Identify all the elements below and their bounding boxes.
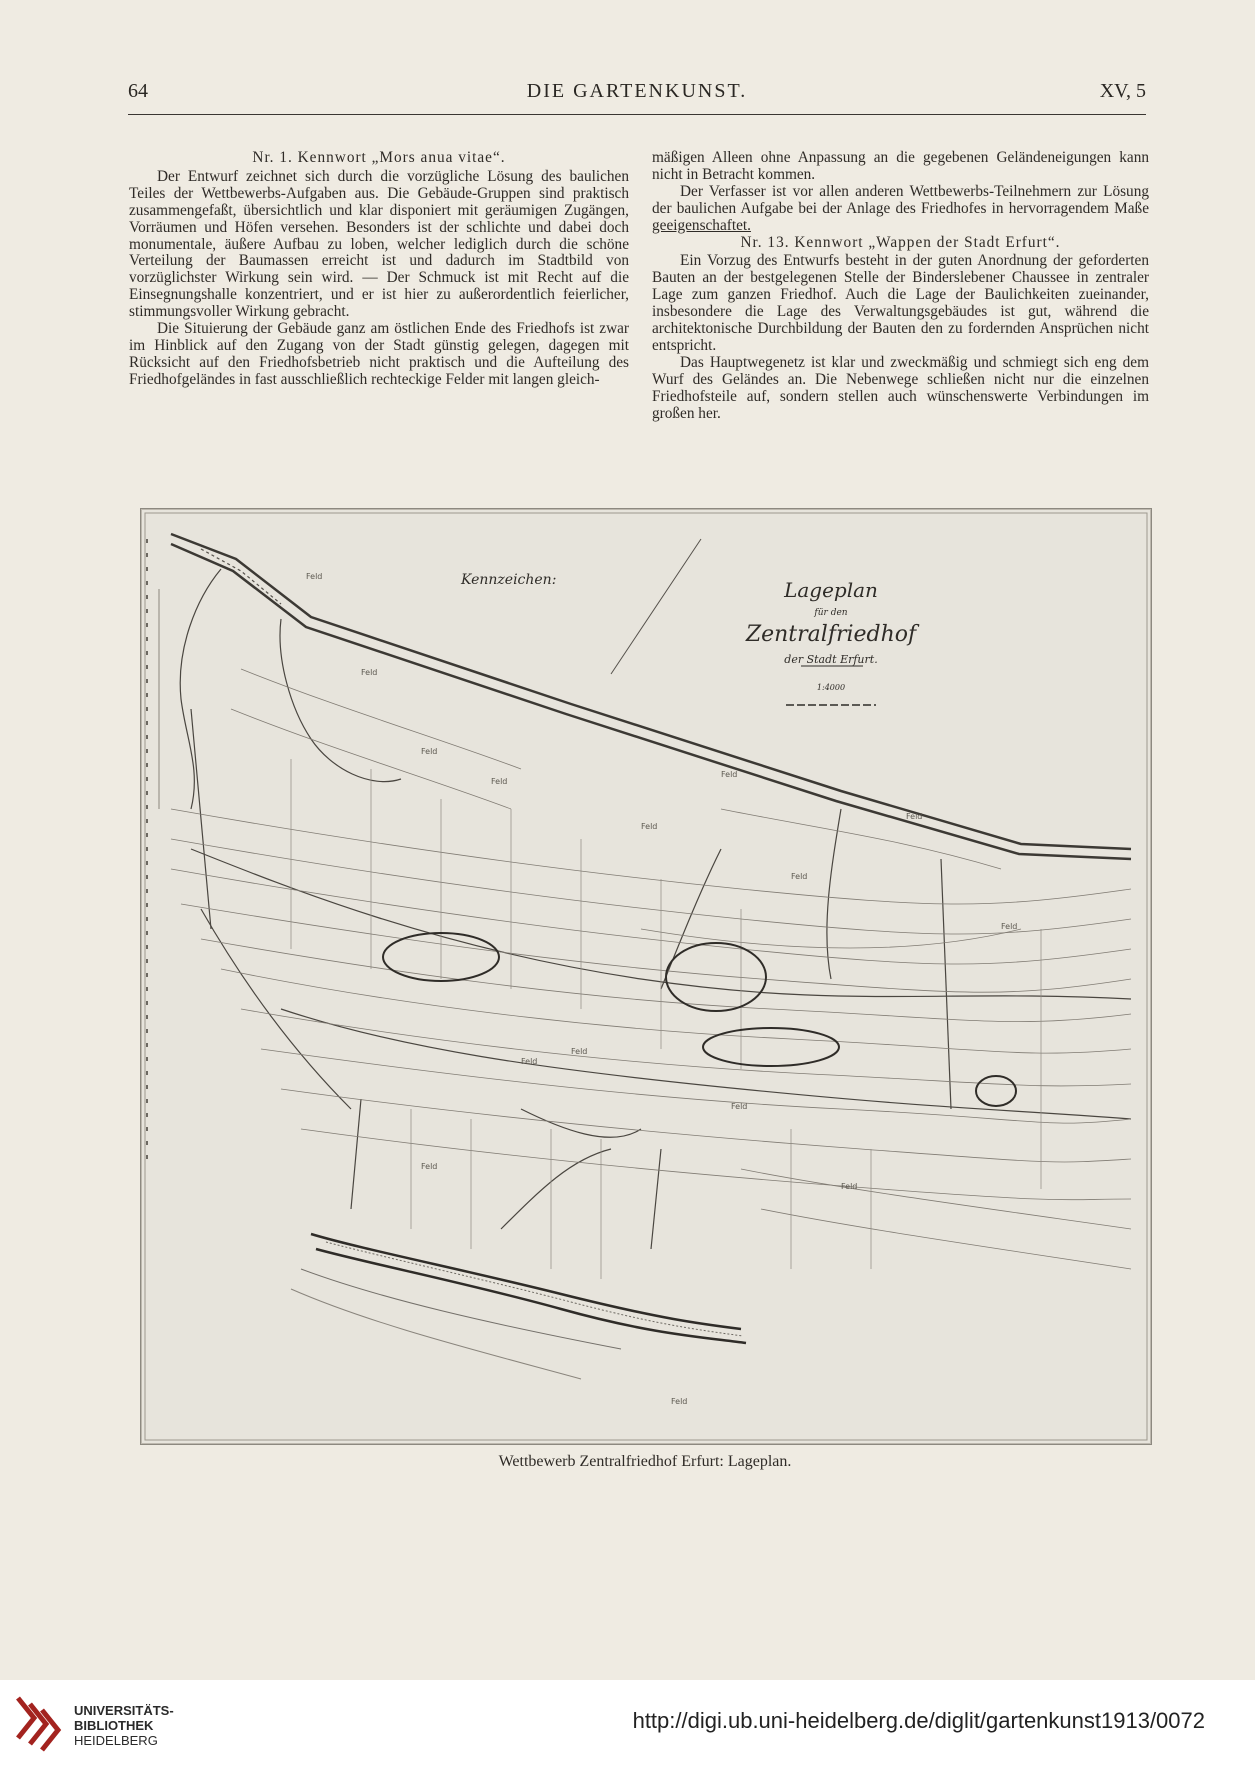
running-header xyxy=(128,80,1146,108)
field-label: Feld xyxy=(361,668,378,677)
field-label: Feld xyxy=(306,572,323,581)
field-label: Feld xyxy=(671,1397,688,1406)
plan-title-line1: Lageplan xyxy=(784,578,878,602)
field-label: Feld xyxy=(571,1047,588,1056)
path-network xyxy=(180,569,1131,1249)
field-label: Feld xyxy=(731,1102,748,1111)
entry-heading-1: Nr. 1. Kennwort „Mors anua vitae“. xyxy=(252,149,506,166)
entry-heading-13: Nr. 13. Kennwort „Wappen der Stadt Erfurt“. xyxy=(740,233,1061,251)
field-label: Feld xyxy=(491,777,508,786)
paragraph-verfasser xyxy=(652,184,1149,235)
underlined-word: geeigenschaftet. xyxy=(652,216,751,234)
paragraph-situierung: Die Situierung der Gebäude ganz am östlichen Ende des Friedhofs ist zwar im Hinblick auf den Zugang von der Stadt günstig gelegen, dagegen mit Rücksicht auf den Friedhofsbetrieb nicht praktisch und die Aufteilung des Friedhofgeländes in fast ausschließlich rechteckige Felder mit langen gleich- xyxy=(129,320,629,388)
source-url[interactable]: http://digi.ub.uni-heidelberg.de/diglit/gartenkunst1913/0072 xyxy=(632,1708,1205,1733)
field-label: Feld xyxy=(521,1057,538,1066)
field-labels xyxy=(306,572,1017,1406)
north-arrow xyxy=(611,539,701,674)
paragraph-vorzug: Ein Vorzug des Entwurfs besteht in der guten Anordnung der geforderten Bauten an der bestgelegenen Stelle der Binderslebener Chaussee in zentraler Lage zum ganzen Friedhof. Auch die Lage der Baulichkeiten zueinander, insbesondere die Lage des Verwaltungsgebäudes ist gut, während die architektonische Durchbildung der Bauten den zu fordernden Ansprüchen nicht entspricht. xyxy=(652,252,1149,354)
plan-border xyxy=(145,513,1147,1440)
field-label: Feld xyxy=(421,1162,438,1171)
kennzeichen-label: Kennzeichen: xyxy=(461,572,557,588)
header-rule xyxy=(128,114,1146,115)
library-footer xyxy=(0,1680,1255,1770)
field-label: Feld xyxy=(641,822,658,831)
plan-title-line3: Zentralfriedhof xyxy=(745,622,917,647)
paragraph-entwurf: Der Entwurf zeichnet sich durch die vorzügliche Lösung des baulichen Teiles der Wettbewerbs-Aufgaben aus. Die Gebäude-Gruppen sind praktisch zusammengefaßt, übersichtlich und klar disponiert mit geräumigen Zugängen, Vorräumen und Höfen versehen. Besonders ist der schlichte und dabei doch monumentale, äußere Aufbau zu loben, welcher lediglich durch die schöne Verteilung der Baumassen erreicht ist und dadurch im Stadtbild von vorzüglichster Wirkung sein wird. — Der Schmuck ist mit Recht auf die Einsegnungshalle konzentriert, und er ist hier zu außerordentlich feierlicher, stimmungsvoller Wirkung gebracht. xyxy=(129,167,629,321)
field-label: Feld xyxy=(841,1182,858,1191)
river-band xyxy=(291,1234,746,1379)
field-divisions xyxy=(291,759,1041,1279)
field-label: Feld xyxy=(1001,922,1018,931)
plan-scale-label: 1:4000 xyxy=(816,683,846,692)
plan-title-cartouche xyxy=(745,578,920,692)
right-text-column xyxy=(652,150,1149,423)
library-line3: HEIDELBERG xyxy=(74,1733,158,1748)
library-logo-icon xyxy=(10,1694,66,1756)
field-label: Feld xyxy=(421,747,438,756)
site-plan-drawing xyxy=(141,509,1151,1444)
plan-title-line4: der Stadt Erfurt. xyxy=(784,653,878,666)
library-line2: BIBLIOTHEK xyxy=(74,1718,154,1733)
plan-title-line2: für den xyxy=(814,608,848,618)
figure-caption: Wettbewerb Zentralfriedhof Erfurt: Lageplan. xyxy=(498,1453,792,1470)
paragraph-continuation: mäßigen Alleen ohne Anpassung an die gegebenen Geländeneigungen kann nicht in Betracht kommen. xyxy=(652,149,1149,183)
library-name xyxy=(74,1703,174,1748)
page-number: 64 xyxy=(128,80,148,102)
volume-number: XV, 5 xyxy=(1099,80,1146,102)
journal-title: DIE GARTENKUNST. xyxy=(526,80,748,102)
library-line1: UNIVERSITÄTS- xyxy=(74,1703,174,1718)
field-label: Feld xyxy=(791,872,808,881)
paragraph-wegenetz: Das Hauptwegenetz ist klar und zweckmäßig und schmiegt sich eng dem Wurf des Geländes an. Die Nebenwege schließen nicht nur die einzelnen Friedhofsteile auf, sondern stellen auch wünschenswerte Verbindungen im großen her. xyxy=(652,353,1149,422)
field-label: Feld xyxy=(906,812,923,821)
left-text-column xyxy=(129,150,629,389)
paragraph-verfasser-text: Der Verfasser ist vor allen anderen Wettbewerbs-Teilnehmern zur Lösung der baulichen Aufgabe bei der Anlage des Friedhofes in hervorragendem Maße xyxy=(652,182,1149,217)
field-label: Feld xyxy=(721,770,738,779)
site-plan-figure xyxy=(140,508,1152,1445)
contour-lines xyxy=(171,669,1131,1269)
